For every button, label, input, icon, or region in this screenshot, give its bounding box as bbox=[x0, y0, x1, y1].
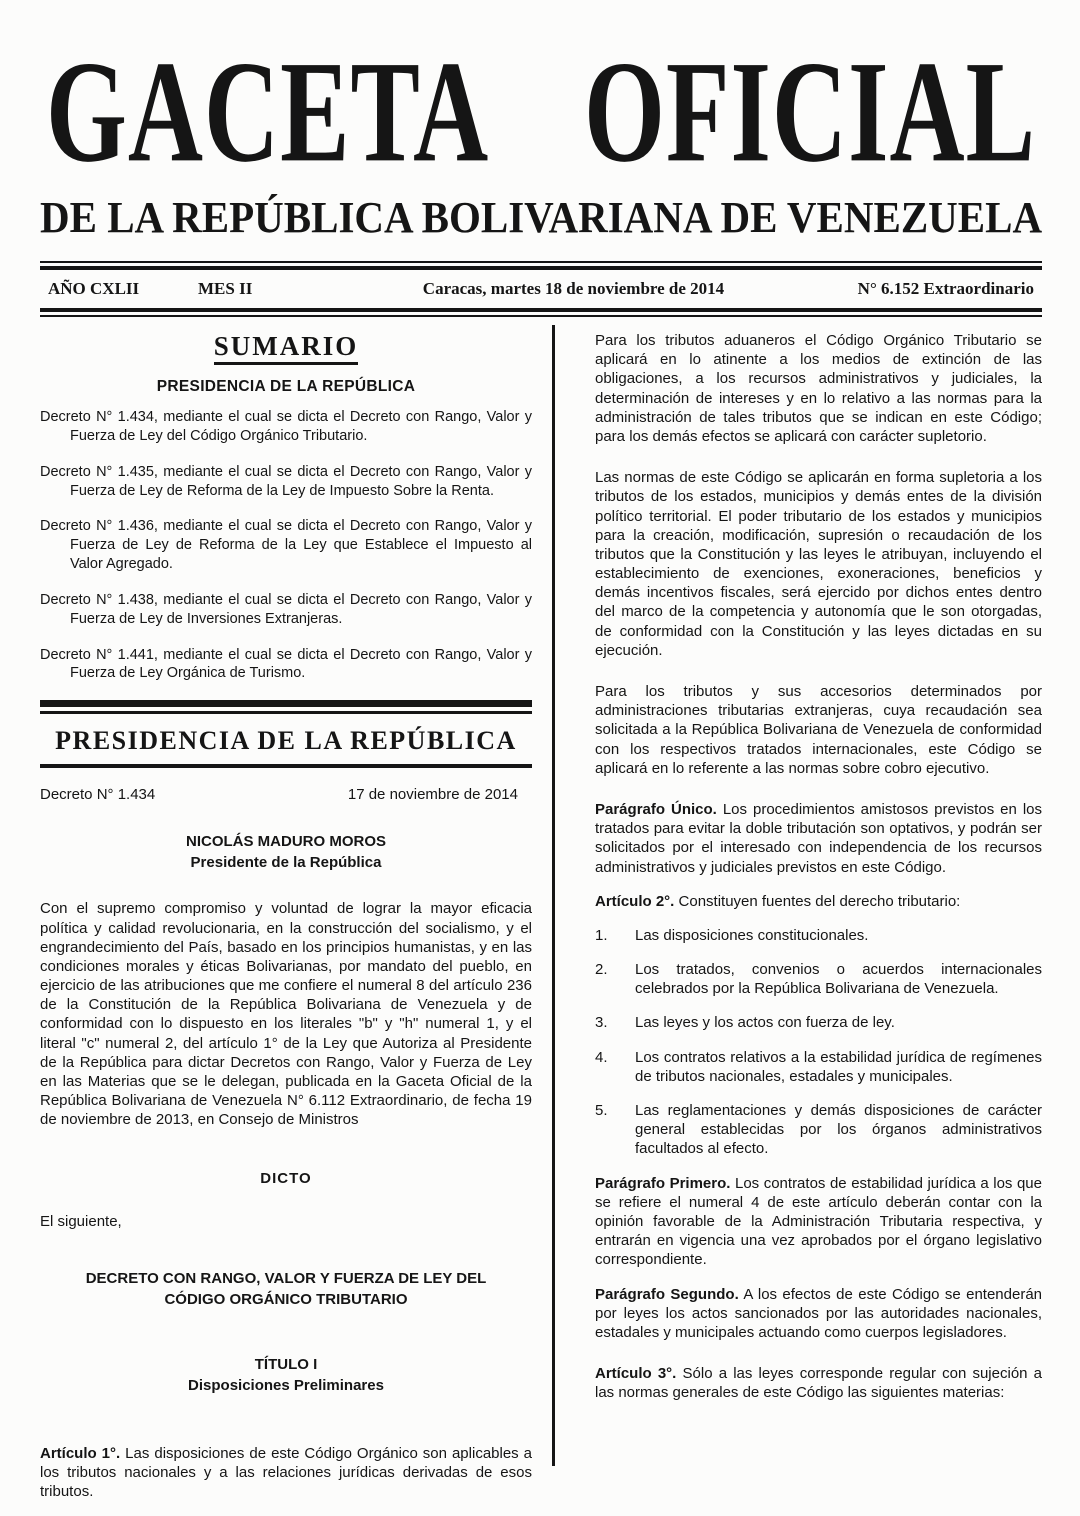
sumario-item: Decreto N° 1.438, mediante el cual se dicta el Decreto con Rango, Valor y Fuerza de Ley de Inversiones Extranjeras. bbox=[40, 591, 532, 627]
decree-preamble: Con el supremo compromiso y voluntad de lograr la mayor eficacia política y calidad revolucionaria, en la construcción del socialismo, y el engrandecimiento del País, basado en los principios humanistas, y en las condiciones morales y éticas Bolivarianas, por mandato del pueblo, en ejercicio de las atribuciones que me confiere el numeral 8 del artículo 236 de la Constitución de la República Bolivariana de Venezuela y de conformidad con lo dispuesto en los literales "b" y "h" numeral 1, y el literal "c" numeral 2, del artículo 1° de la Ley que Autoriza al Presidente de la República para dictar Decretos con Rango, Valor y Fuerza de Ley en las Materias que se le delegan, publicada en la Gaceta Oficial de la República Bolivariana de Venezuela N° 6.112 Extraordinario, de fecha 19 de noviembre de 2013, en Consejo de Ministros bbox=[40, 900, 532, 1129]
section-divider-rules bbox=[40, 700, 532, 714]
articulo-3-paragraph: Artículo 3°. Sólo a las leyes corresponde regular con sujeción a las normas generales de este Código las siguientes materias: bbox=[595, 1365, 1043, 1402]
dateline-bottom-rule bbox=[40, 308, 1042, 317]
articulo-2-paragraph: Artículo 2°. Constituyen fuentes del derecho tributario: bbox=[595, 892, 961, 910]
content-columns bbox=[40, 325, 1042, 1516]
titulo-heading: TÍTULO I bbox=[254, 1355, 318, 1373]
dateline-date: Caracas, martes 18 de noviembre de 2014 bbox=[422, 279, 725, 299]
dateline-top-rule bbox=[40, 261, 1042, 270]
sumario-title: SUMARIO bbox=[40, 331, 532, 362]
articulo-3-label: Artículo 3°. bbox=[595, 1365, 677, 1383]
fuentes-list-item: 4. Los contratos relativos a la estabilidad jurídica de regímenes de tributos nacionales, estadales y municipales. bbox=[595, 1048, 1042, 1085]
paragrafo-segundo-paragraph: Parágrafo Segundo. A los efectos de este Código se entenderán por leyes los actos sancionados por las autoridades nacionales, estadales y municipales actuando como cuerpos legisladores. bbox=[595, 1285, 1043, 1341]
body-paragraph-aduaneros: Para los tributos aduaneros el Código Orgánico Tributario se aplicará en lo atinente a los medios de extinción de las obligaciones, a los recursos administrativos y judiciales, la determinación de intereses y en lo relativo a las normas para la administración de tales tributos que se indican en este Código; para los demás efectos se aplicará con carácter supletorio. bbox=[595, 332, 1042, 445]
masthead-title-word-oficial: OFICIAL bbox=[584, 31, 1036, 193]
decree-number: Decreto N° 1.434 bbox=[40, 786, 156, 804]
masthead bbox=[40, 31, 1043, 242]
dateline-bar bbox=[40, 261, 1042, 317]
president-block bbox=[40, 831, 532, 873]
masthead-title-word-gaceta: GACETA bbox=[46, 31, 490, 193]
fuentes-list bbox=[595, 926, 1042, 1159]
paragrafo-unico-paragraph: Parágrafo Único. Los procedimientos amistosos previstos en los tratados para evitar la doble tributación son optativos, y podrán ser solicitados por el interesado con independencia de los recursos administrativos y judiciales previstos en este Código. bbox=[595, 800, 1043, 876]
dateline-row bbox=[40, 270, 1042, 308]
presidencia-heading-rule bbox=[40, 764, 532, 768]
fuentes-list-item: 2. Los tratados, convenios o acuerdos internacionales celebrados por la República Bolivariana de Venezuela. bbox=[595, 961, 1042, 998]
articulo-2-label: Artículo 2°. bbox=[595, 892, 675, 910]
law-title: DECRETO CON RANGO, VALOR Y FUERZA DE LEY DEL CÓDIGO ORGÁNICO TRIBUTARIO bbox=[85, 1269, 487, 1308]
presidencia-section-heading: PRESIDENCIA DE LA REPÚBLICA bbox=[55, 726, 517, 756]
president-title: Presidente de la República bbox=[190, 854, 382, 872]
sumario-item: Decreto N° 1.435, mediante el cual se dicta el Decreto con Rango, Valor y Fuerza de Ley de Reforma de la Ley de Impuesto Sobre la Renta. bbox=[40, 463, 532, 499]
paragrafo-unico-label: Parágrafo Único. bbox=[595, 800, 717, 818]
masthead-subtitle: DE LA REPÚBLICA BOLIVARIANA DE VENEZUELA bbox=[40, 191, 1043, 242]
president-name: NICOLÁS MADURO MOROS bbox=[186, 833, 386, 851]
articulo-1-label: Artículo 1°. bbox=[40, 1444, 121, 1462]
paragrafo-segundo-label: Parágrafo Segundo. bbox=[595, 1285, 739, 1303]
body-paragraph-supletoria: Las normas de este Código se aplicarán en forma supletoria a los tributos de los estados, municipios y demás entes de la división político territorial. El poder tributario de los estados y municipios para la creación, modificación, supresión o recaudación de los tributos que la Constitución y las leyes le atribuyan, incluyendo el establecimiento de exenciones, exoneraciones, beneficios y demás incentivos fiscales, será ejercido por dichos entes dentro del marco de la competencia y autonomía que le son otorgadas, de conformidad con la Constitución y las leyes dictadas en su ejecución. bbox=[595, 469, 1042, 659]
sumario-item: Decreto N° 1.434, mediante el cual se dicta el Decreto con Rango, Valor y Fuerza de Ley del Código Orgánico Tributario. bbox=[40, 409, 532, 444]
sumario-item: Decreto N° 1.441, mediante el cual se dicta el Decreto con Rango, Valor y Fuerza de Ley Orgánica de Turismo. bbox=[40, 646, 532, 682]
decree-date: 17 de noviembre de 2014 bbox=[347, 786, 518, 804]
right-column bbox=[555, 325, 1042, 1516]
dicto-heading: DICTO bbox=[260, 1169, 312, 1187]
masthead-title bbox=[40, 31, 1042, 193]
dateline-year: AÑO CXLII bbox=[48, 279, 140, 299]
left-column bbox=[40, 325, 532, 1516]
titulo-subheading: Disposiciones Preliminares bbox=[188, 1376, 384, 1394]
paragrafo-primero-paragraph: Parágrafo Primero. Los contratos de estabilidad jurídica a los que se refiere el numeral 4 de este artículo deberán contar con la opinión favorable de la Administración Tributaria respectiva, y entrarán en vigencia una vez aprobados por el órgano legislativo correspondiente. bbox=[595, 1174, 1042, 1269]
sumario-section-heading: PRESIDENCIA DE LA REPÚBLICA bbox=[156, 378, 416, 396]
fuentes-list-item: 3. Las leyes y los actos con fuerza de ley. bbox=[595, 1014, 895, 1032]
body-paragraph-extranjeras: Para los tributos y sus accesorios determinados por administraciones tributarias extranjeras, cuya recaudación sea solicitada a la República Bolivariana de Venezuela de conformidad con los respectivos tratados internacionales, este Código se aplicará en lo referente a las normas sobre cobro ejecutivo. bbox=[595, 683, 1042, 777]
dateline-issue-number: N° 6.152 Extraordinario bbox=[857, 279, 1034, 299]
dicto-intro: El siguiente, bbox=[40, 1212, 122, 1230]
titulo-block bbox=[40, 1354, 532, 1396]
articulo-1-paragraph: Artículo 1°. Las disposiciones de este Código Orgánico son aplicables a los tributos nacionales y a las relaciones jurídicas derivadas de esos tributos. bbox=[40, 1444, 533, 1500]
fuentes-list-item: 5. Las reglamentaciones y demás disposiciones de carácter general establecidas por los órganos administrativos facultados al efecto. bbox=[595, 1102, 1042, 1158]
dateline-month: MES II bbox=[198, 279, 253, 299]
fuentes-list-item: 1. Las disposiciones constitucionales. bbox=[595, 926, 869, 944]
decree-meta-row bbox=[40, 786, 532, 803]
paragrafo-primero-label: Parágrafo Primero. bbox=[595, 1174, 731, 1192]
sumario-item: Decreto N° 1.436, mediante el cual se dicta el Decreto con Rango, Valor y Fuerza de Ley de Reforma de la Ley que Establece el Impuesto al Valor Agregado. bbox=[40, 518, 532, 573]
